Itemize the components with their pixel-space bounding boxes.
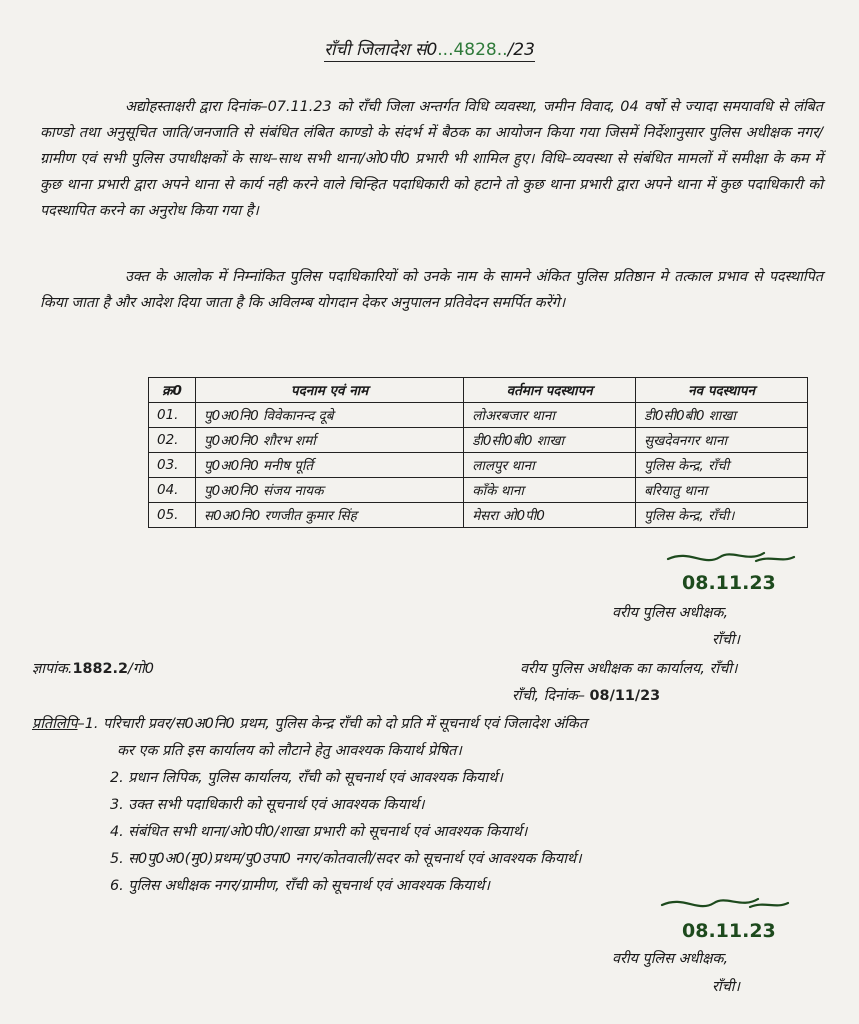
cell-name: पु0अ0नि0 मनीष पूर्ति: [196, 453, 464, 478]
list-item: 6. पुलिस अधीक्षक नगर/ग्रामीण, राँची को सूचनार्थ एवं आवश्यक कियार्थ।: [110, 878, 490, 894]
memo-date-line: [512, 686, 660, 705]
table-header-row: [149, 378, 808, 403]
table-row: [149, 478, 808, 503]
order-title-suffix: /23: [507, 40, 535, 60]
cell-current-posting: लोअरबजार थाना: [464, 403, 636, 428]
memo-label: ज्ञापांक: [32, 661, 68, 677]
signature-date: 08.11.23: [682, 572, 776, 594]
cell-new-posting: डी0सी0बी0 शाखा: [636, 403, 808, 428]
table-row: [149, 403, 808, 428]
signature-date: 08.11.23: [682, 920, 776, 942]
col-current-header: वर्तमान पदस्थापन: [464, 378, 636, 403]
signature-block-2: [652, 893, 802, 949]
cell-serial: 03.: [149, 453, 196, 478]
col-name-header: पदनाम एवं नाम: [196, 378, 464, 403]
memo-date-label: राँची, दिनांक–: [512, 688, 585, 704]
list-item: 2. प्रधान लिपिक, पुलिस कार्यालय, राँची को सूचनार्थ एवं आवश्यक कियार्थ।: [110, 770, 503, 786]
posting-table: [148, 377, 808, 528]
signature-2-place: राँची।: [712, 979, 740, 995]
copy-to-item-1: –1. परिचारी प्रवर/स0अ0नि0 प्रथम, पुलिस केन्द्र राँची को दो प्रति में सूचनार्थ एवं जिलादेश अंकित: [77, 716, 588, 732]
cell-name: पु0अ0नि0 शौरभ शर्मा: [196, 428, 464, 453]
cell-serial: 01.: [149, 403, 196, 428]
col-serial-header: क्र0: [149, 378, 196, 403]
col-new-header: नव पदस्थापन: [636, 378, 808, 403]
signature-1-designation: वरीय पुलिस अधीक्षक,: [612, 605, 729, 621]
signature-mark-icon: [652, 893, 802, 945]
order-title-prefix: राँची जिलादेश सं0: [324, 40, 438, 60]
list-item: 4. संबंधित सभी थाना/ओ0पी0/शाखा प्रभारी को सूचनार्थ एवं आवश्यक कियार्थ।: [110, 824, 528, 840]
cell-serial: 04.: [149, 478, 196, 503]
memo-suffix: /गो0: [128, 661, 154, 677]
table-row: [149, 428, 808, 453]
signature-1-place: राँची।: [712, 632, 740, 648]
cell-current-posting: काँके थाना: [464, 478, 636, 503]
memo-date-value: 08/11/23: [589, 688, 661, 704]
cell-name: पु0अ0नि0 संजय नायक: [196, 478, 464, 503]
signature-2-designation: वरीय पुलिस अधीक्षक,: [612, 951, 729, 967]
cell-serial: 05.: [149, 503, 196, 528]
list-item: कर एक प्रति इस कार्यालय को लौटाने हेतु आवश्यक कियार्थ प्रेषित।: [117, 743, 462, 759]
copy-to-label: प्रतिलिपि: [32, 716, 78, 732]
copy-to-list: [32, 711, 832, 900]
cell-current-posting: लालपुर थाना: [464, 453, 636, 478]
list-item: 3. उक्त सभी पदाधिकारी को सूचनार्थ एवं आवश्यक कियार्थ।: [110, 797, 425, 813]
cell-new-posting: पुलिस केन्द्र, राँची।: [636, 503, 808, 528]
paragraph-meeting: अद्योहस्ताक्षरी द्वारा दिनांक–07.11.23 को राँची जिला अन्तर्गत विधि व्यवस्था, जमीन विवाद, 04 वर्षो से ज्यादा समयावधि से लंबित काण्डो तथा अनुसूचित जाति/जनजाति से संबंधित लंबित काण्डो के संदर्भ में बैठक का आयोजन किया गया जिसमें निर्देशानुसार पुलिस अधीक्षक नगर/ग्रामीण एवं सभी पुलिस उपाधीक्षकों के साथ–साथ सभी थाना/ओ0पी0 प्रभारी भी शामिल हुए। विधि–व्यवस्था से संबंधित मामलों में समीक्षा के कम में कुछ थाना प्रभारी द्वारा अपने थाना से कार्य नही करने वाले चिन्हित पदाधिकारी को हटाने तो कुछ थाना प्रभारी द्वारा अपने थाना में कुछ पदाधिकारी को पदस्थापित करने का अनुरोध किया गया है।: [40, 99, 823, 219]
cell-current-posting: मेसरा ओ0पी0: [464, 503, 636, 528]
cell-serial: 02.: [149, 428, 196, 453]
signature-mark-icon: [660, 545, 810, 597]
list-item: 5. स0पु0अ0(मु0)प्रथम/पु0उपा0 नगर/कोतवाली/सदर को सूचनार्थ एवं आवश्यक कियार्थ।: [110, 851, 582, 867]
paragraph-order: उक्त के आलोक में निम्नांकित पुलिस पदाधिकारियों को उनके नाम के सामने अंकित पुलिस प्रतिष्ठान मे तत्काल प्रभाव से पदस्थापित किया जाता है और आदेश दिया जाता है कि अविलम्ब योगदान देकर अनुपालन प्रतिवेदन समर्पित करेंगे।: [40, 269, 823, 311]
cell-current-posting: डी0सी0बी0 शाखा: [464, 428, 636, 453]
memo-number: 1882.2: [72, 661, 129, 677]
order-number: ...4828..: [437, 40, 508, 60]
cell-new-posting: बरियातु थाना: [636, 478, 808, 503]
cell-new-posting: सुखदेवनगर थाना: [636, 428, 808, 453]
order-title: [0, 37, 859, 60]
memo-number-line: ज्ञापांक.1882.2/गो0: [32, 661, 154, 677]
cell-new-posting: पुलिस केन्द्र, राँची: [636, 453, 808, 478]
cell-name: पु0अ0नि0 विवेकानन्द दूबे: [196, 403, 464, 428]
list-item: [32, 711, 832, 738]
signature-block-1: [660, 545, 810, 601]
table-row: [149, 503, 808, 528]
table-row: [149, 453, 808, 478]
cell-name: स0अ0नि0 रणजीत कुमार सिंह: [196, 503, 464, 528]
memo-office: वरीय पुलिस अधीक्षक का कार्यालय, राँची।: [520, 661, 738, 677]
